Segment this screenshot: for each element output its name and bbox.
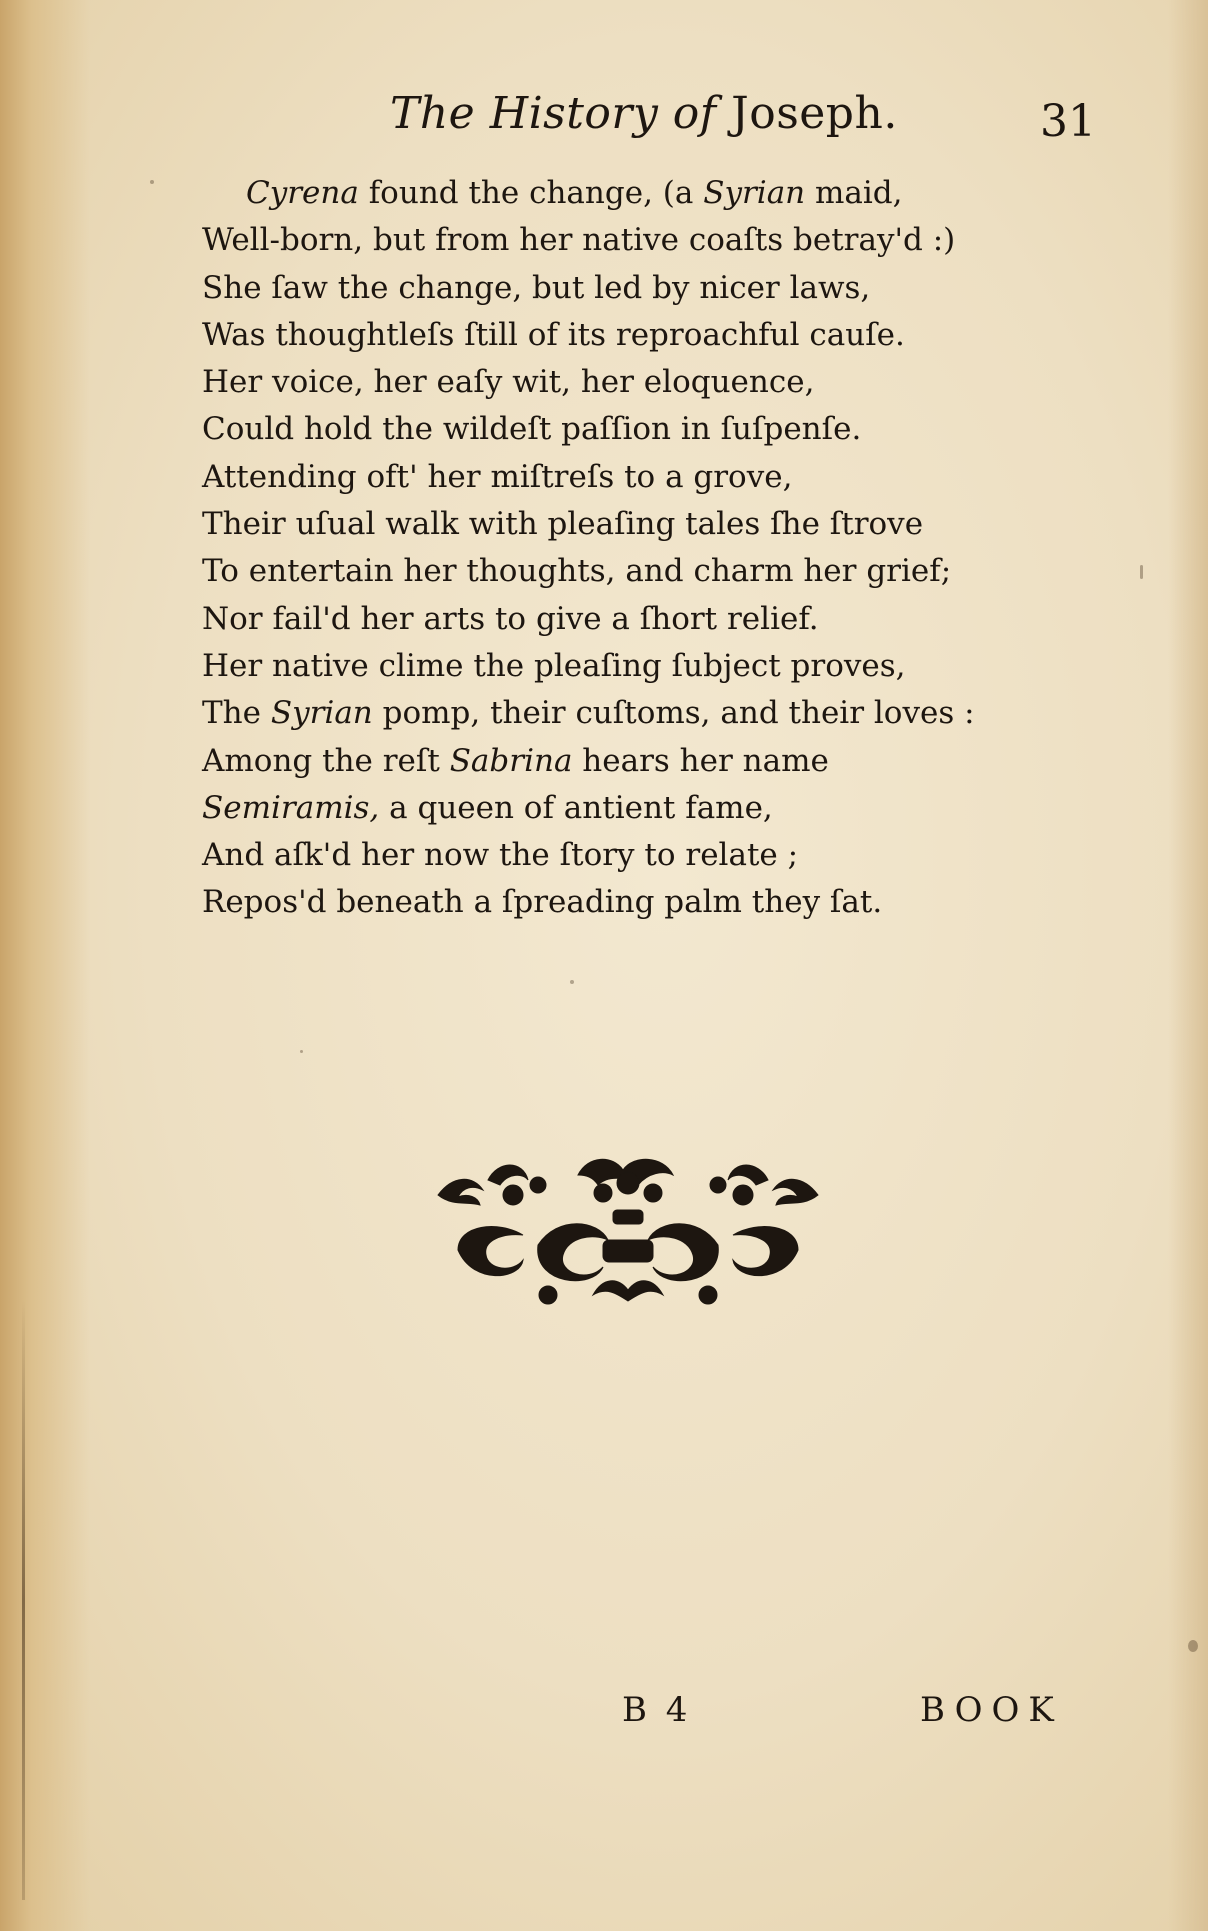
paper-speck xyxy=(300,1050,303,1053)
poem-text-run: She ſaw the change, but led by nicer laws, xyxy=(202,269,871,306)
poem-text-run: Her voice, her eaſy wit, her eloquence, xyxy=(202,364,815,401)
running-title-italic: The History of xyxy=(390,88,717,139)
poem-line xyxy=(202,406,1062,453)
catchword: BOOK xyxy=(920,1690,1063,1730)
poem-text-run: Well-born, but from her native coaſts betray'd :) xyxy=(202,222,956,259)
poem-text-run: Attending oft' her miſtreſs to a grove, xyxy=(202,458,793,495)
poem-italic-name: Semiramis, xyxy=(202,789,380,826)
poem-text-run: hears her name xyxy=(572,742,829,779)
poem-text-run: Their uſual walk with pleaſing tales ſhe ſtrove xyxy=(202,506,924,543)
poem-text xyxy=(202,170,1062,927)
floral-tailpiece-icon xyxy=(428,1155,828,1310)
page-edge-stain-right xyxy=(1168,0,1208,1931)
poem-text-run: a queen of antient fame, xyxy=(379,789,773,826)
poem-line xyxy=(202,170,1062,217)
poem-italic-name: Cyrena xyxy=(246,175,359,211)
poem-text-run: The xyxy=(202,695,271,732)
poem-line xyxy=(202,596,1062,643)
poem-text-run: Among the reſt xyxy=(202,742,450,779)
poem-line xyxy=(202,265,1062,312)
signature-mark: B 4 xyxy=(622,1690,692,1730)
poem-line xyxy=(202,548,1062,595)
page-edge-stain-left xyxy=(0,0,90,1931)
paper-speck xyxy=(1188,1640,1198,1652)
poem-italic-name: Syrian xyxy=(270,695,373,732)
running-title-roman: Joseph. xyxy=(731,88,898,139)
poem-line xyxy=(202,785,1062,832)
page-number: 31 xyxy=(1040,96,1096,147)
poem-text-run: Nor fail'd her arts to give a ſhort relief. xyxy=(202,600,819,637)
poem-line xyxy=(202,359,1062,406)
poem-text-run: pomp, their cuſtoms, and their loves : xyxy=(372,695,975,732)
paper-speck xyxy=(1140,565,1143,579)
poem-text-run: found the change, (a xyxy=(358,175,704,211)
poem-text-run: maid, xyxy=(805,175,903,211)
poem-line xyxy=(202,454,1062,501)
poem-line xyxy=(202,501,1062,548)
poem-italic-name: Syrian xyxy=(703,175,806,211)
running-head xyxy=(390,88,898,139)
paper-speck xyxy=(570,980,574,984)
poem-line xyxy=(202,832,1062,879)
poem-text-run: Could hold the wildeſt paſſion in ſuſpenſe. xyxy=(202,411,862,448)
paper-speck xyxy=(150,180,154,184)
poem-text-run: Was thoughtleſs ſtill of its reproachful cauſe. xyxy=(202,316,905,353)
poem-line xyxy=(202,312,1062,359)
poem-line xyxy=(202,643,1062,690)
poem-text-run: To entertain her thoughts, and charm her grief; xyxy=(202,553,952,590)
poem-italic-name: Sabrina xyxy=(449,742,573,779)
poem-text-run: Repos'd beneath a ſpreading palm they ſat. xyxy=(202,884,883,921)
poem-text-run: Her native clime the pleaſing ſubject proves, xyxy=(202,647,906,684)
poem-text-run: And aſk'd her now the ſtory to relate ; xyxy=(202,837,799,874)
binding-gutter xyxy=(22,1300,25,1900)
poem-line xyxy=(202,217,1062,264)
poem-line xyxy=(202,879,1062,926)
poem-line xyxy=(202,690,1062,737)
poem-line xyxy=(202,738,1062,785)
